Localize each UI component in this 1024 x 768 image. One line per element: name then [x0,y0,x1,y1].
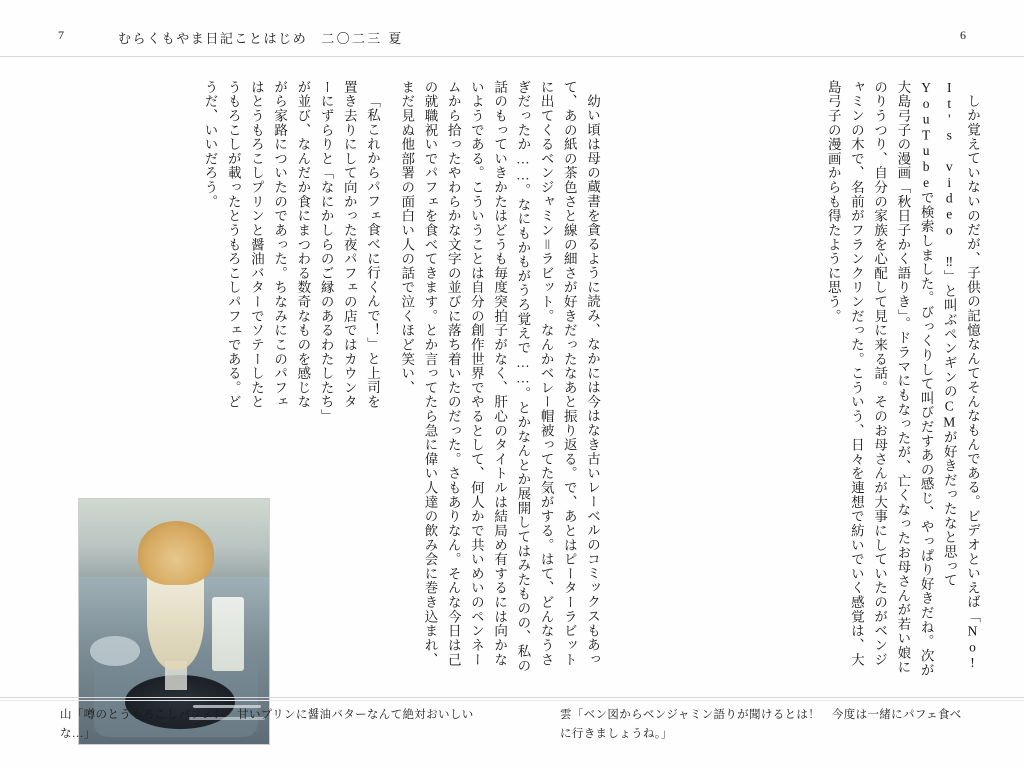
body-paragraph-right: しか覚えていないのだが、子供の記憶なんてそんなもんである。ビデオといえば「No! It's video ‼」と叫ぶペンギンのCMが好きだったなと思ってYouTubeで検索しました。びっくりして叫びだすあの感じ、やっぱり好きだね。次が大島弓子の漫画「秋日子かく語りき」。ドラマにもなったが、亡くなったお母さんが若い娘にのりうつり、自分の家族を心配して見に来る話。そのお母さんが大事にしていたのがベンジャミンの木で、名前がフランクリンだった。こういう、日々を連想で紡いでいく感覚は、大島弓子の漫画からも得たように思う。 [825,80,980,678]
page-header [0,28,1024,50]
text-column-right [821,80,984,680]
photo-drink-glass [212,597,244,671]
folio-right: 6 [960,28,966,42]
running-title [118,28,404,47]
text-column-middle [395,80,604,680]
folio-left: 7 [58,28,65,42]
caption-right: 雲「ベン図からベンジャミン語りが聞けるとは！ 今度は一緒にパフェ食べに行きましょうね。」 [560,709,962,740]
text-column-left [198,80,384,420]
header-divider [0,56,1024,57]
footer-divider-secondary [0,700,1024,701]
body-paragraph-left: 「私これからパフェ食べに行くんで！」と上司を置き去りにして向かった夜パフェの店ではカウンターにずらりと「なにかしらのご縁のあるわたしたち」が並び、なんだか食にまつわる数奇なものを感じながら家路についたのであった。ちなみにこのパフェはとうもろこしプリンと醤油バターでソテーしたとうもろこしが載ったとうもろこしパフェである。どうだ、いいだろう。 [202,80,380,417]
caption-left: 山「噂のとうもろこしパフェ！ 甘いプリンに醤油バターなんて絶対おいしいな…」 [60,709,474,740]
body-paragraph-middle: 幼い頃は母の蔵書を貪るように読み、なかには今はなき古いレーベルのコミックスもあって、あの紙の茶色さと線の細さが好きだったなあと振り返る。で、あとはピーターラビットに出てくるベンジャミン＝ラビット。なんかベレー帽被ってた気がする。はて、どんなうさぎだったか……。なにもかもがうろ覚えで……。とかなんとか展開してはみたものの、私の話のもっていきかたはどうも毎度突拍子がなく、肝心のタイトルは結局め有するには向かないようである。こういうことは自分の創作世界でやるとして、何人かで共いめいのペンネームから拾ったやわらかな文字の並びに落ち着いたのだった。さもありなん。そんな今日は己の就職祝いでパフェを食べてきます。とか言ってたら急に偉い人達の飲み会に巻き込まれ、まだ見ぬ他部署の面白い人の話で泣くほど笑い、 [399,80,600,673]
photo-parfait-topping [138,521,214,585]
running-title-main: むらくもやま日記ことはじめ [118,31,308,46]
page-body [0,70,1024,690]
running-title-subtitle: 二〇二三 夏 [321,31,404,46]
photo-coaster [90,636,139,665]
footer-divider [0,697,1024,698]
